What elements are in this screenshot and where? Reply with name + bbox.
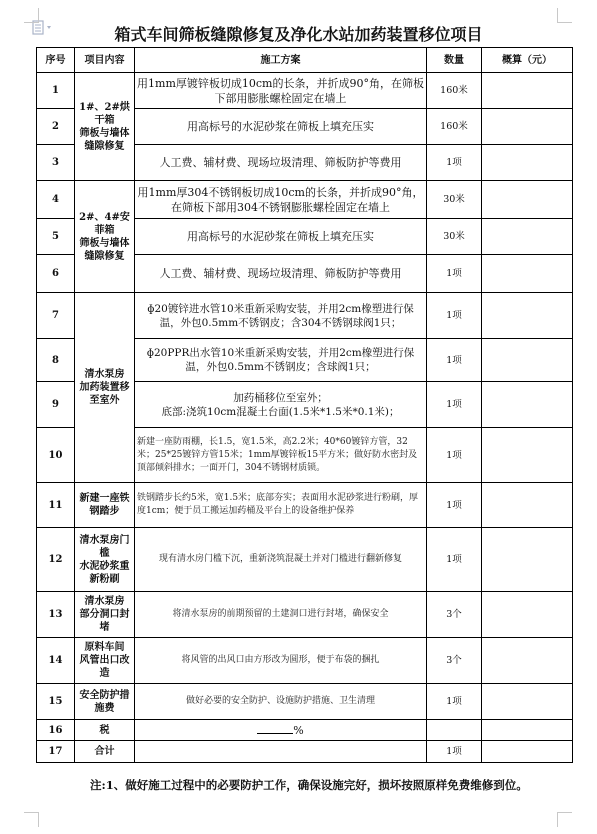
row-item (75, 592, 135, 638)
header-seq: 序号 (37, 48, 75, 73)
group-label: 2#、4#安菲箱 筛板与墙体缝隙修复 (79, 211, 130, 262)
table-row (37, 181, 573, 219)
document-title: 箱式车间筛板缝隙修复及净化水站加药装置移位项目 (114, 25, 483, 44)
row-plan: 将风管的出风口由方形改为圆形，便于布袋的捆扎 (135, 638, 427, 684)
row-item-group-1 (75, 73, 135, 181)
row-item: 合计 (75, 741, 135, 763)
row-item: 安全防护措施费 (75, 684, 135, 720)
row-plan (135, 720, 427, 741)
row-item (75, 638, 135, 684)
row-plan (135, 741, 427, 763)
header-budget: 概算（元） (482, 48, 573, 73)
row-budget (482, 528, 573, 592)
table-row (37, 483, 573, 528)
row-budget (482, 109, 573, 145)
row-plan (135, 382, 427, 428)
row-seq: 13 (37, 592, 75, 638)
row-qty: 3个 (427, 592, 482, 638)
row-budget (482, 145, 573, 181)
group-label: 清水泵房 加药装置移至室外 (79, 369, 130, 406)
row-seq: 12 (37, 528, 75, 592)
row-plan: 用1mm厚304不锈钢板切成10cm的长条，并折成90°角，在筛板下部用304不锈钢膨胀螺栓固定在墙上 (135, 181, 427, 219)
row-qty: 1项 (427, 145, 482, 181)
row-qty: 1项 (427, 382, 482, 428)
row-seq: 14 (37, 638, 75, 684)
row-seq: 6 (37, 255, 75, 293)
table-row (37, 528, 573, 592)
row-seq: 7 (37, 293, 75, 339)
row-plan: 用高标号的水泥砂浆在筛板上填充压实 (135, 219, 427, 255)
item-text: 清水泵房 部分洞口封堵 (79, 596, 130, 633)
row-seq: 17 (37, 741, 75, 763)
row-plan: 铁钢踏步长约5米，宽1.5米；底部夯实；表面用水泥砂浆进行粉刷，厚度1cm；便于员工搬运加药桶及平台上的设备维护保养 (135, 483, 427, 528)
row-seq: 15 (37, 684, 75, 720)
row-plan: 将清水泵房的前期预留的土建洞口进行封堵，确保安全 (135, 592, 427, 638)
row-item-group-2 (75, 181, 135, 293)
tax-rate-blank (257, 724, 293, 734)
row-plan: 用高标号的水泥砂浆在筛板上填充压实 (135, 109, 427, 145)
header-plan: 施工方案 (135, 48, 427, 73)
row-qty: 1项 (427, 684, 482, 720)
row-item: 税 (75, 720, 135, 741)
row-budget (482, 73, 573, 109)
row-budget (482, 720, 573, 741)
row-qty: 1项 (427, 293, 482, 339)
item-text: 原料车间 风管出口改造 (79, 642, 130, 679)
table-row (37, 684, 573, 720)
row-budget (482, 592, 573, 638)
row-seq: 11 (37, 483, 75, 528)
row-qty (427, 720, 482, 741)
table-row (37, 293, 573, 339)
header-item: 项目内容 (75, 48, 135, 73)
row-qty: 30米 (427, 219, 482, 255)
row-budget (482, 741, 573, 763)
row-seq: 3 (37, 145, 75, 181)
row-plan: 用1mm厚镀锌板切成10cm的长条，并折成90°角，在筛板下部用膨胀螺栓固定在墙上 (135, 73, 427, 109)
row-qty: 30米 (427, 181, 482, 219)
page-corner-mark (24, 812, 39, 827)
row-budget (482, 684, 573, 720)
row-seq: 4 (37, 181, 75, 219)
footnote: 注:1、做好施工过程中的必要防护工作，确保设施完好，损坏按照原样免费维修到位。 (90, 778, 528, 792)
row-qty: 1项 (427, 528, 482, 592)
row-qty: 3个 (427, 638, 482, 684)
row-item: 新建一座铁钢踏步 (75, 483, 135, 528)
row-budget (482, 255, 573, 293)
row-seq: 16 (37, 720, 75, 741)
row-qty: 160米 (427, 109, 482, 145)
row-plan: 人工费、辅材费、现场垃圾清理、筛板防护等费用 (135, 145, 427, 181)
table-row (37, 73, 573, 109)
page-corner-mark (557, 812, 572, 827)
row-budget (482, 428, 573, 483)
row-plan: 现有清水房门槛下沉，重新浇筑混凝土并对门槛进行翻新修复 (135, 528, 427, 592)
table-row (37, 592, 573, 638)
project-table (36, 47, 573, 763)
page-corner-mark (557, 8, 572, 23)
row-seq: 1 (37, 73, 75, 109)
row-qty: 1项 (427, 741, 482, 763)
item-text: 清水泵房门槛 水泥砂浆重新粉刷 (79, 534, 130, 585)
row-seq: 5 (37, 219, 75, 255)
row-qty: 1项 (427, 255, 482, 293)
table-row (37, 638, 573, 684)
row-seq: 8 (37, 339, 75, 382)
row-budget (482, 181, 573, 219)
table-header-row (37, 48, 573, 73)
row-plan: 新建一座防雨棚，长1.5，宽1.5米，高2.2米；40*60镀锌方管，32米；25*25镀锌方管15米；1mm厚镀锌板15平方米；做好防水密封及顶部倾斜排水；一面开门，304不锈钢材质锁。 (135, 428, 427, 483)
table-row (37, 741, 573, 763)
row-budget (482, 638, 573, 684)
row-budget (482, 483, 573, 528)
page-corner-mark (24, 8, 39, 23)
row-budget (482, 293, 573, 339)
tax-percent: % (293, 723, 304, 737)
row-budget (482, 219, 573, 255)
row-budget (482, 339, 573, 382)
row-seq: 10 (37, 428, 75, 483)
table-row (37, 720, 573, 741)
group-label: 1#、2#烘干箱 筛板与墙体缝隙修复 (79, 101, 130, 152)
row-seq: 2 (37, 109, 75, 145)
row-qty: 1项 (427, 339, 482, 382)
row-qty: 1项 (427, 428, 482, 483)
row-plan: ɸ20PPR出水管10米重新采购安装，并用2cm橡塑进行保温，外包0.5mm不锈钢皮；含球阀1只； (135, 339, 427, 382)
row-plan: 人工费、辅材费、现场垃圾清理、筛板防护等费用 (135, 255, 427, 293)
header-qty: 数量 (427, 48, 482, 73)
row-item-group-3 (75, 293, 135, 483)
row-plan: ɸ20镀锌进水管10米重新采购安装，并用2cm橡塑进行保温，外包0.5mm不锈钢皮；含304不锈钢球阀1只； (135, 293, 427, 339)
row-plan: 做好必要的安全防护、设施防护措施、卫生清理 (135, 684, 427, 720)
plan-text: 加药桶移位至室外； 底部:浇筑10cm混凝土台面(1.5米*1.5米*0.1米)； (161, 391, 400, 418)
row-budget (482, 382, 573, 428)
row-qty: 1项 (427, 483, 482, 528)
row-item (75, 528, 135, 592)
row-seq: 9 (37, 382, 75, 428)
row-qty: 160米 (427, 73, 482, 109)
